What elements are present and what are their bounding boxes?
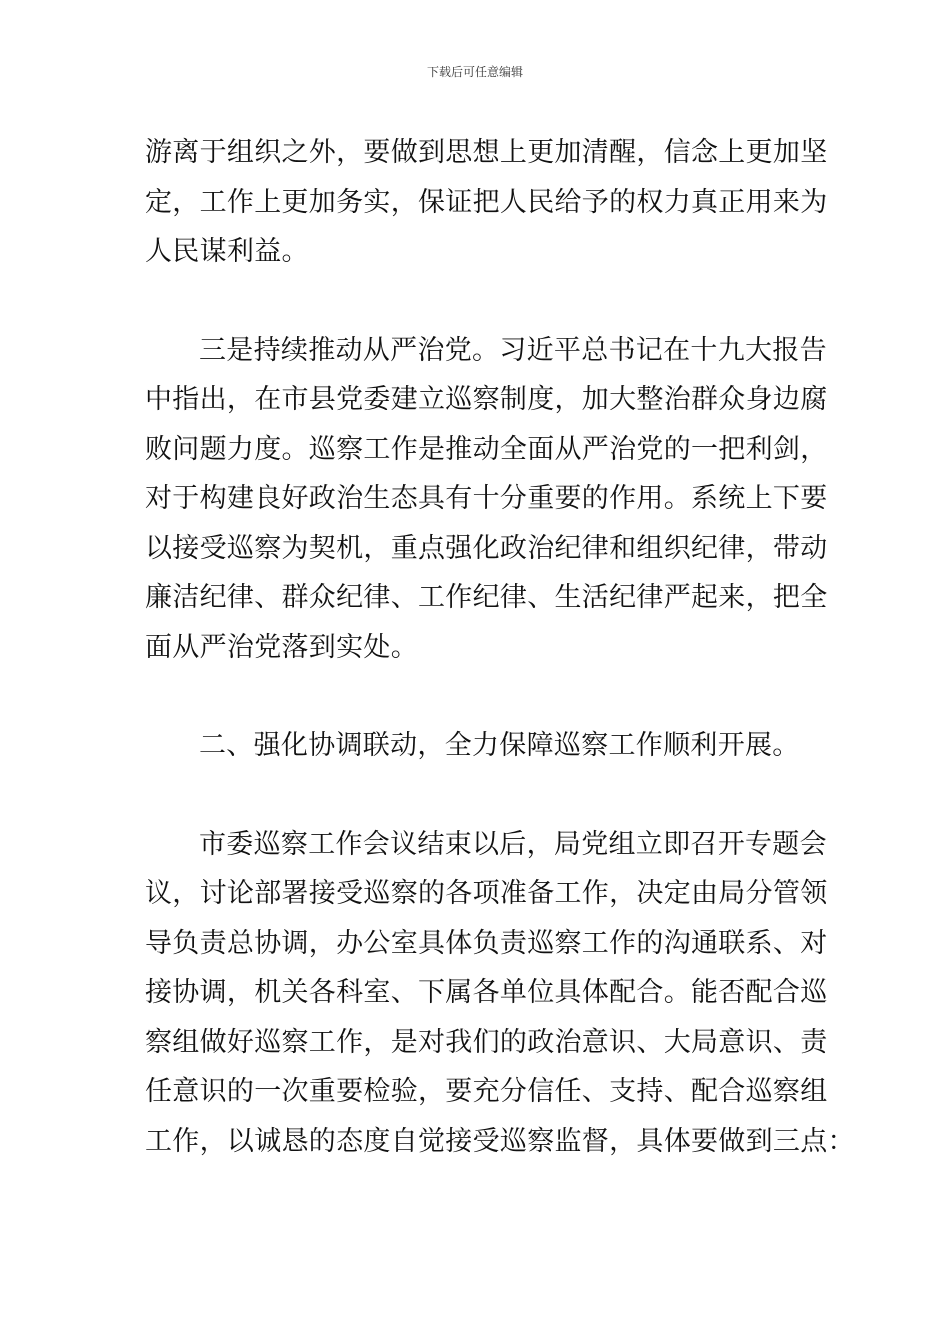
text-line: 接协调，机关各科室、下属各单位具体配合。能否配合巡 — [145, 977, 828, 1008]
text-line: 廉洁纪律、群众纪律、工作纪律、生活纪律严起来，把全 — [145, 582, 828, 613]
text-line: 任意识的一次重要检验，要充分信任、支持、配合巡察组 — [145, 1076, 828, 1107]
text-line: 二、强化协调联动，全力保障巡察工作顺利开展。 — [199, 730, 800, 761]
section-heading — [145, 721, 810, 771]
paragraph-gap — [145, 771, 810, 820]
paragraph-gap — [145, 277, 810, 326]
text-line: 三是持续推动从严治党。习近平总书记在十九大报告 — [199, 334, 827, 366]
paragraph-coordination — [145, 820, 855, 1167]
text-line: 工作，以诚恳的态度自觉接受巡察监督，具体要做到三点： — [145, 1125, 855, 1157]
text-line: 市委巡察工作会议结束以后，局党组立即召开专题会 — [199, 828, 827, 860]
paragraph-gap — [145, 672, 810, 721]
paragraph-continuation — [145, 128, 828, 277]
text-line: 议，讨论部署接受巡察的各项准备工作，决定由局分管领 — [145, 878, 828, 909]
paragraph-strict-governance — [145, 326, 828, 673]
text-line: 败问题力度。巡察工作是推动全面从严治党的一把利剑， — [145, 433, 828, 465]
text-line: 以接受巡察为契机，重点强化政治纪律和组织纪律，带动 — [145, 532, 828, 564]
text-line: 人民谋利益。 — [145, 236, 309, 267]
text-line: 导负责总协调，办公室具体负责巡察工作的沟通联系、对 — [145, 927, 828, 959]
text-line: 察组做好巡察工作，是对我们的政治意识、大局意识、责 — [145, 1026, 828, 1058]
text-line: 定，工作上更加务实，保证把人民给予的权力真正用来为 — [145, 186, 828, 218]
text-line: 中指出，在市县党委建立巡察制度，加大整治群众身边腐 — [145, 384, 828, 415]
text-line: 面从严治党落到实处。 — [145, 631, 418, 663]
page-header: 下载后可任意编辑 — [426, 65, 523, 79]
text-line: 对于构建良好政治生态具有十分重要的作用。系统上下要 — [145, 483, 828, 514]
document-body — [145, 128, 855, 1166]
text-line: 游离于组织之外，要做到思想上更加清醒，信念上更加坚 — [145, 137, 828, 168]
